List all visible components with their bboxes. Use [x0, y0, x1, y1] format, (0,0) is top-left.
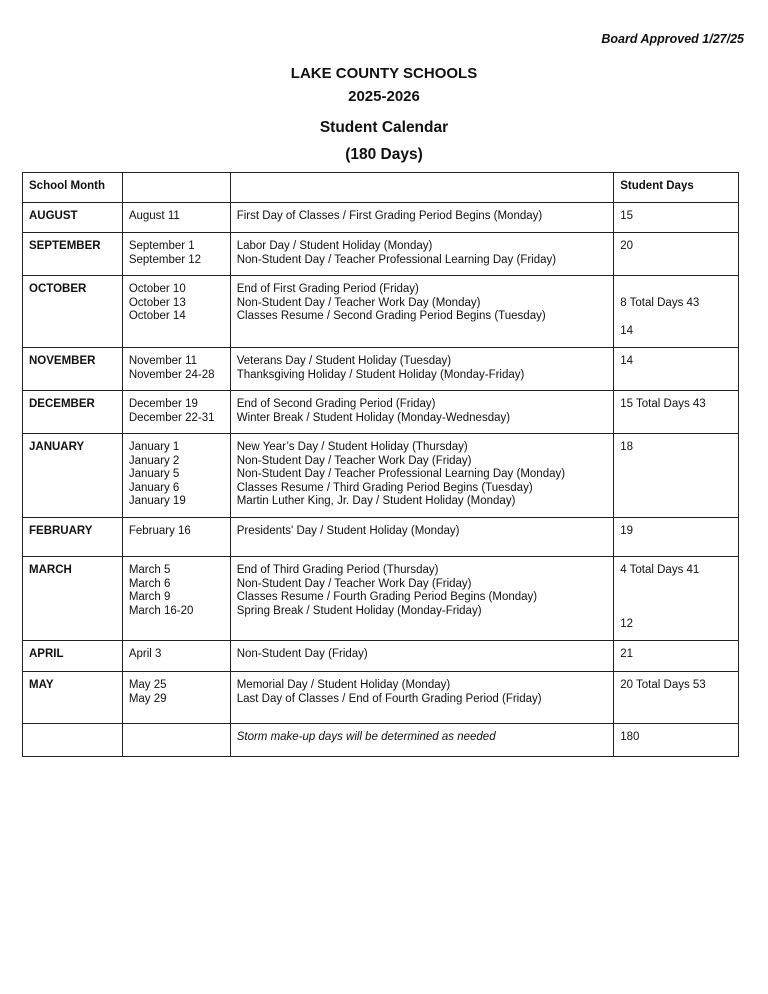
student-days-value: 15 [620, 210, 634, 222]
student-days-value: 21 [620, 648, 634, 660]
date: December 19 [128, 398, 198, 410]
student-days-value: 20 [620, 240, 634, 252]
student-days-cell [614, 557, 739, 641]
event: Winter Break / Student Holiday (Monday-Wednesday) [236, 411, 511, 424]
table-row [23, 434, 739, 518]
event: Non-Student Day / Teacher Work Day (Friday) [236, 454, 472, 467]
event: Presidents' Day / Student Holiday (Monday) [236, 525, 460, 537]
event: Non-Student Day / Teacher Professional Learning Day (Friday) [236, 253, 557, 266]
table-row [23, 203, 739, 233]
event: Non-Student Day / Teacher Professional Learning Day (Monday) [236, 468, 566, 481]
date: March 5 [128, 564, 171, 576]
month-cell: MARCH [23, 557, 123, 641]
event: Thanksgiving Holiday / Student Holiday (Monday-Friday) [236, 368, 525, 381]
table-row [23, 348, 739, 391]
student-days-cell [614, 391, 739, 434]
event-cell [230, 203, 614, 233]
event: End of Second Grading Period (Friday) [236, 398, 436, 410]
event: Veterans Day / Student Holiday (Tuesday) [236, 355, 452, 367]
event-cell [230, 276, 614, 348]
total-days-heading: (180 Days) [345, 146, 423, 163]
event: Non-Student Day (Friday) [236, 648, 368, 660]
student-days-cell [614, 233, 739, 276]
table-row [23, 557, 739, 641]
school-year: 2025-2026 [348, 88, 420, 105]
student-days-cell [614, 276, 739, 348]
date: November 11 [128, 355, 198, 367]
month-cell: MAY [23, 672, 123, 724]
table-row [23, 233, 739, 276]
student-days-value: 19 [620, 525, 634, 537]
event: Classes Resume / Second Grading Period Begins (Tuesday) [236, 310, 546, 323]
event: Labor Day / Student Holiday (Monday) [236, 240, 433, 252]
table-row [23, 391, 739, 434]
event: Classes Resume / Third Grading Period Begins (Tuesday) [236, 481, 533, 494]
event: End of First Grading Period (Friday) [236, 283, 419, 295]
date: November 24-28 [128, 368, 215, 381]
empty-cell [122, 724, 230, 757]
student-days-value: 12 [620, 618, 634, 631]
student-days-cell [614, 641, 739, 672]
date: October 10 [128, 283, 186, 295]
month-cell: DECEMBER [23, 391, 123, 434]
event-cell [230, 434, 614, 518]
event-cell [230, 391, 614, 434]
month-cell: NOVEMBER [23, 348, 123, 391]
total-student-days: 180 [614, 724, 739, 757]
student-days-cell [614, 672, 739, 724]
document-title-block [0, 62, 768, 168]
event: Last Day of Classes / End of Fourth Grading Period (Friday) [236, 692, 542, 705]
month-cell: SEPTEMBER [23, 233, 123, 276]
table-row [23, 276, 739, 348]
student-days-value: 18 [620, 441, 634, 453]
event: Memorial Day / Student Holiday (Monday) [236, 679, 451, 691]
date: January 5 [128, 468, 180, 481]
table-header-row [23, 173, 739, 203]
date: April 3 [128, 648, 162, 660]
event: Classes Resume / Fourth Grading Period Begins (Monday) [236, 591, 538, 604]
date: August 11 [128, 210, 180, 222]
event: Non-Student Day / Teacher Work Day (Monday) [236, 296, 481, 309]
date: January 1 [128, 441, 180, 453]
event: Non-Student Day / Teacher Work Day (Friday) [236, 577, 472, 590]
date: October 13 [128, 296, 186, 309]
date: September 12 [128, 253, 202, 266]
student-days-value: 4 Total Days 41 [620, 564, 700, 576]
month-cell: OCTOBER [23, 276, 123, 348]
month-cell: APRIL [23, 641, 123, 672]
month-cell: AUGUST [23, 203, 123, 233]
date: March 9 [128, 591, 171, 604]
student-days-cell [614, 348, 739, 391]
date: May 25 [128, 679, 167, 691]
storm-makeup-note: Storm make-up days will be determined as needed [230, 724, 614, 757]
student-calendar-table [22, 172, 739, 757]
date-cell [122, 434, 230, 518]
date: January 6 [128, 481, 180, 494]
table-row [23, 672, 739, 724]
event: First Day of Classes / First Grading Period Begins (Monday) [236, 210, 543, 222]
event: Martin Luther King, Jr. Day / Student Holiday (Monday) [236, 495, 516, 508]
district-name: LAKE COUNTY SCHOOLS [290, 65, 478, 82]
empty-cell [23, 724, 123, 757]
date-cell [122, 276, 230, 348]
date: March 6 [128, 577, 171, 590]
date: February 16 [128, 525, 191, 537]
student-days-value: 20 Total Days 53 [620, 679, 706, 691]
date-cell [122, 641, 230, 672]
column-header-student-days: Student Days [614, 173, 739, 203]
student-days-cell [614, 434, 739, 518]
event: End of Third Grading Period (Thursday) [236, 564, 439, 576]
date: October 14 [128, 310, 186, 323]
table-row [23, 518, 739, 557]
calendar-title: Student Calendar [319, 119, 449, 136]
table-footer-row [23, 724, 739, 757]
student-days-value: 15 Total Days 43 [620, 398, 706, 410]
date-cell [122, 672, 230, 724]
date: December 22-31 [128, 411, 215, 424]
student-days-value: 8 Total Days 43 [620, 297, 700, 309]
event-cell [230, 641, 614, 672]
student-days-value: 14 [620, 355, 634, 367]
date-cell [122, 557, 230, 641]
board-approved-date: Board Approved 1/27/25 [601, 32, 744, 46]
date-cell [122, 233, 230, 276]
date-cell [122, 203, 230, 233]
date: September 1 [128, 240, 195, 252]
event: New Year’s Day / Student Holiday (Thursday) [236, 441, 468, 453]
date-cell [122, 518, 230, 557]
date-cell [122, 348, 230, 391]
event: Spring Break / Student Holiday (Monday-Friday) [236, 604, 482, 617]
table-row [23, 641, 739, 672]
column-header-school-month: School Month [23, 173, 123, 203]
event-cell [230, 348, 614, 391]
student-days-cell [614, 203, 739, 233]
date: January 2 [128, 454, 180, 467]
date: May 29 [128, 692, 167, 705]
event-cell [230, 672, 614, 724]
date: March 16-20 [128, 604, 194, 617]
date-cell [122, 391, 230, 434]
student-days-cell [614, 518, 739, 557]
date: January 19 [128, 495, 186, 508]
student-days-value: 14 [620, 325, 634, 338]
column-header-events [230, 173, 614, 203]
month-cell: FEBRUARY [23, 518, 123, 557]
event-cell [230, 233, 614, 276]
event-cell [230, 518, 614, 557]
event-cell [230, 557, 614, 641]
month-cell: JANUARY [23, 434, 123, 518]
column-header-dates [122, 173, 230, 203]
